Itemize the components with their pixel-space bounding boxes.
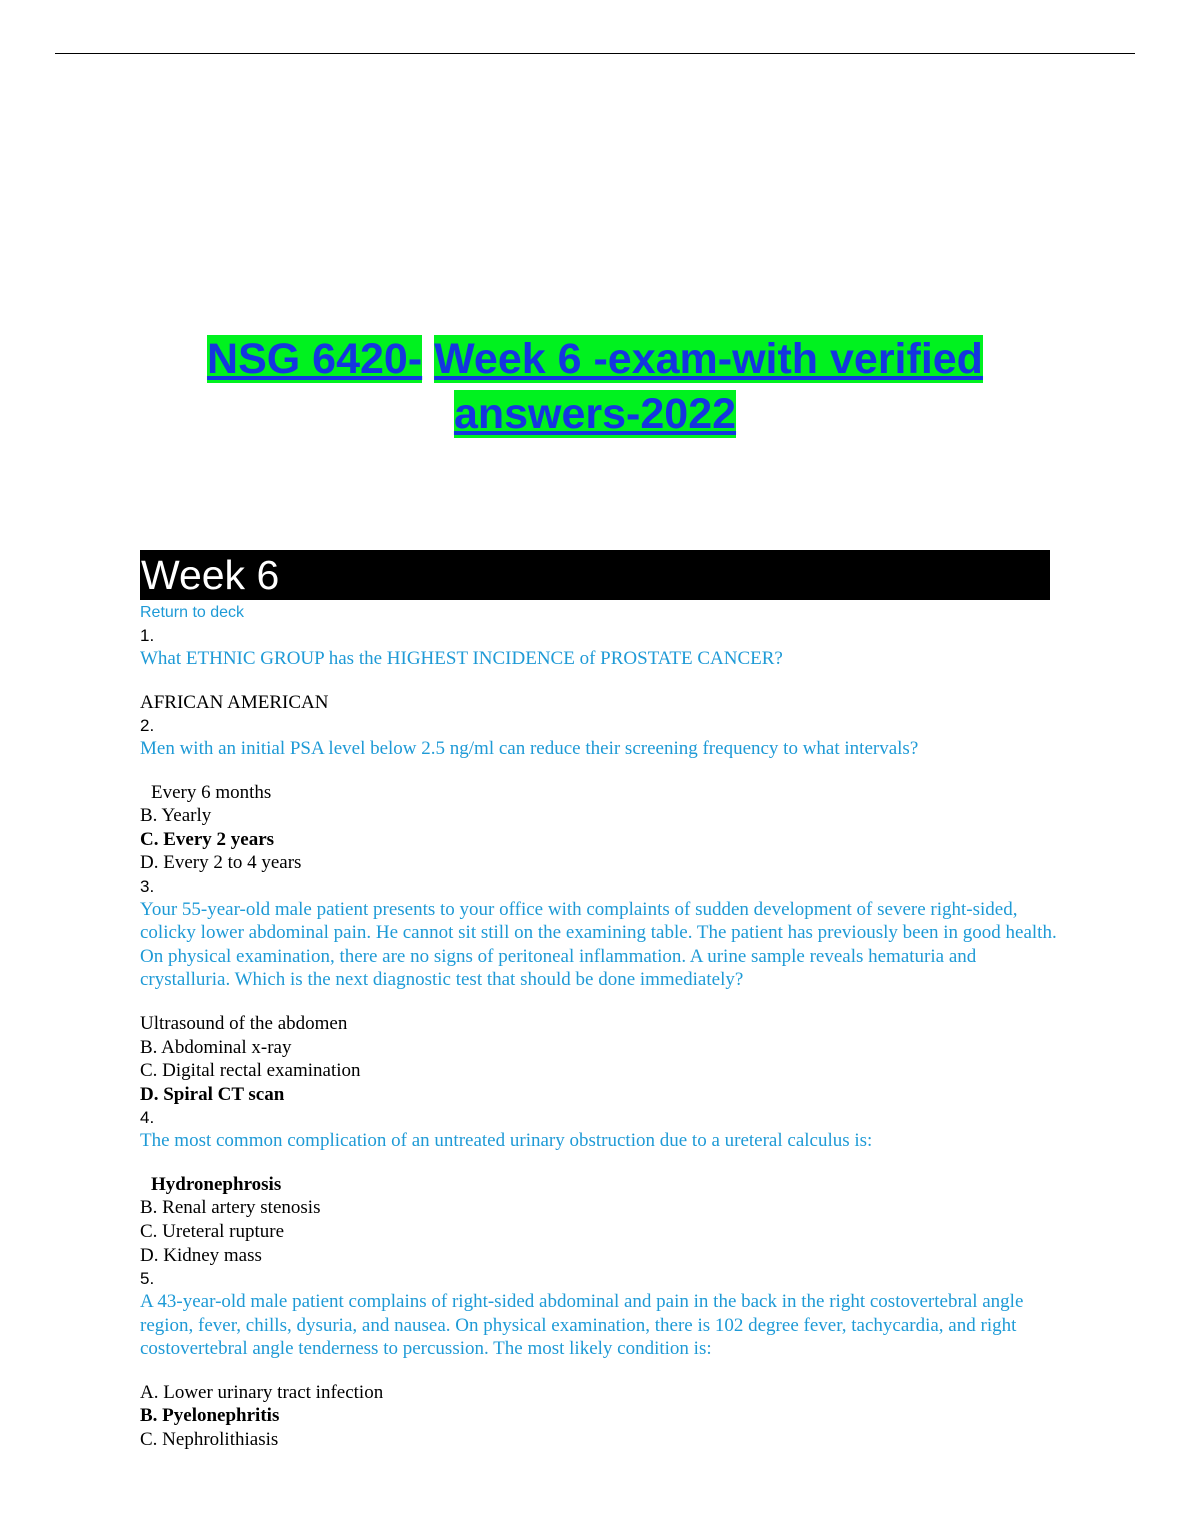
- section-heading: Week 6: [140, 550, 1050, 600]
- correct-answer-option: B. Pyelonephritis: [140, 1405, 280, 1427]
- title-part-answers[interactable]: answers-2022: [453, 390, 737, 438]
- answer-option: Ultrasound of the abdomen: [140, 1012, 348, 1034]
- question-list: [140, 602, 1060, 1452]
- title-part-course[interactable]: NSG 6420-: [207, 335, 423, 383]
- question-block: [140, 714, 1060, 875]
- question-text: The most common complication of an untreated urinary obstruction due to a ureteral calculus is:: [140, 1130, 873, 1152]
- answer-option: C. Nephrolithiasis: [140, 1428, 279, 1450]
- question-block: [140, 624, 1060, 714]
- question-block: [140, 1267, 1060, 1451]
- question-number: 3.: [140, 876, 155, 896]
- answer-option: C. Ureteral rupture: [140, 1221, 285, 1243]
- question-text: What ETHNIC GROUP has the HIGHEST INCIDENCE of PROSTATE CANCER?: [140, 648, 783, 669]
- title-part-week[interactable]: Week 6 -exam-with verified: [434, 335, 983, 383]
- question-text: Men with an initial PSA level below 2.5 ng/ml can reduce their screening frequency to what intervals?: [140, 738, 919, 760]
- correct-answer-option: D. Spiral CT scan: [140, 1083, 285, 1105]
- answer-option: C. Digital rectal examination: [140, 1060, 361, 1082]
- answer-option: AFRICAN AMERICAN: [140, 691, 329, 713]
- question-block: [140, 875, 1060, 1106]
- question-text: Your 55-year-old male patient presents to your office with complaints of sudden development of severe right-sided, colicky lower abdominal pain. He cannot sit still on the examining table. The patient has previously been in good health. On physical examination, there are no signs of peritoneal inflammation. A urine sample reveals hematuria and crystalluria. Which is the next diagnostic test that should be done immediately?: [140, 898, 1057, 991]
- document-title: [0, 332, 1190, 442]
- answer-option: A. Lower urinary tract infection: [140, 1381, 384, 1403]
- answer-option: B. Yearly: [140, 805, 212, 827]
- question-text: A 43-year-old male patient complains of right-sided abdominal and pain in the back in the right costovertebral angle region, fever, chills, dysuria, and nausea. On physical examination, there is 102 degree fever, tachycardia, and right costovertebral angle tenderness to percussion. The most likely condition is:: [140, 1291, 1024, 1360]
- correct-answer-option: Hydronephrosis: [151, 1173, 282, 1195]
- question-number: 1.: [140, 626, 155, 645]
- question-number: 2.: [140, 716, 155, 736]
- answer-option: D. Kidney mass: [140, 1244, 262, 1266]
- question-block: [140, 1106, 1060, 1267]
- top-divider: [55, 53, 1135, 54]
- answer-option: Every 6 months: [151, 781, 272, 803]
- question-number: 4.: [140, 1108, 155, 1128]
- answer-option: B. Renal artery stenosis: [140, 1197, 321, 1219]
- answer-option: D. Every 2 to 4 years: [140, 852, 302, 874]
- return-to-deck-link[interactable]: Return to deck: [140, 604, 245, 621]
- answer-option: B. Abdominal x-ray: [140, 1036, 292, 1058]
- question-number: 5.: [140, 1269, 155, 1289]
- correct-answer-option: C. Every 2 years: [140, 828, 275, 850]
